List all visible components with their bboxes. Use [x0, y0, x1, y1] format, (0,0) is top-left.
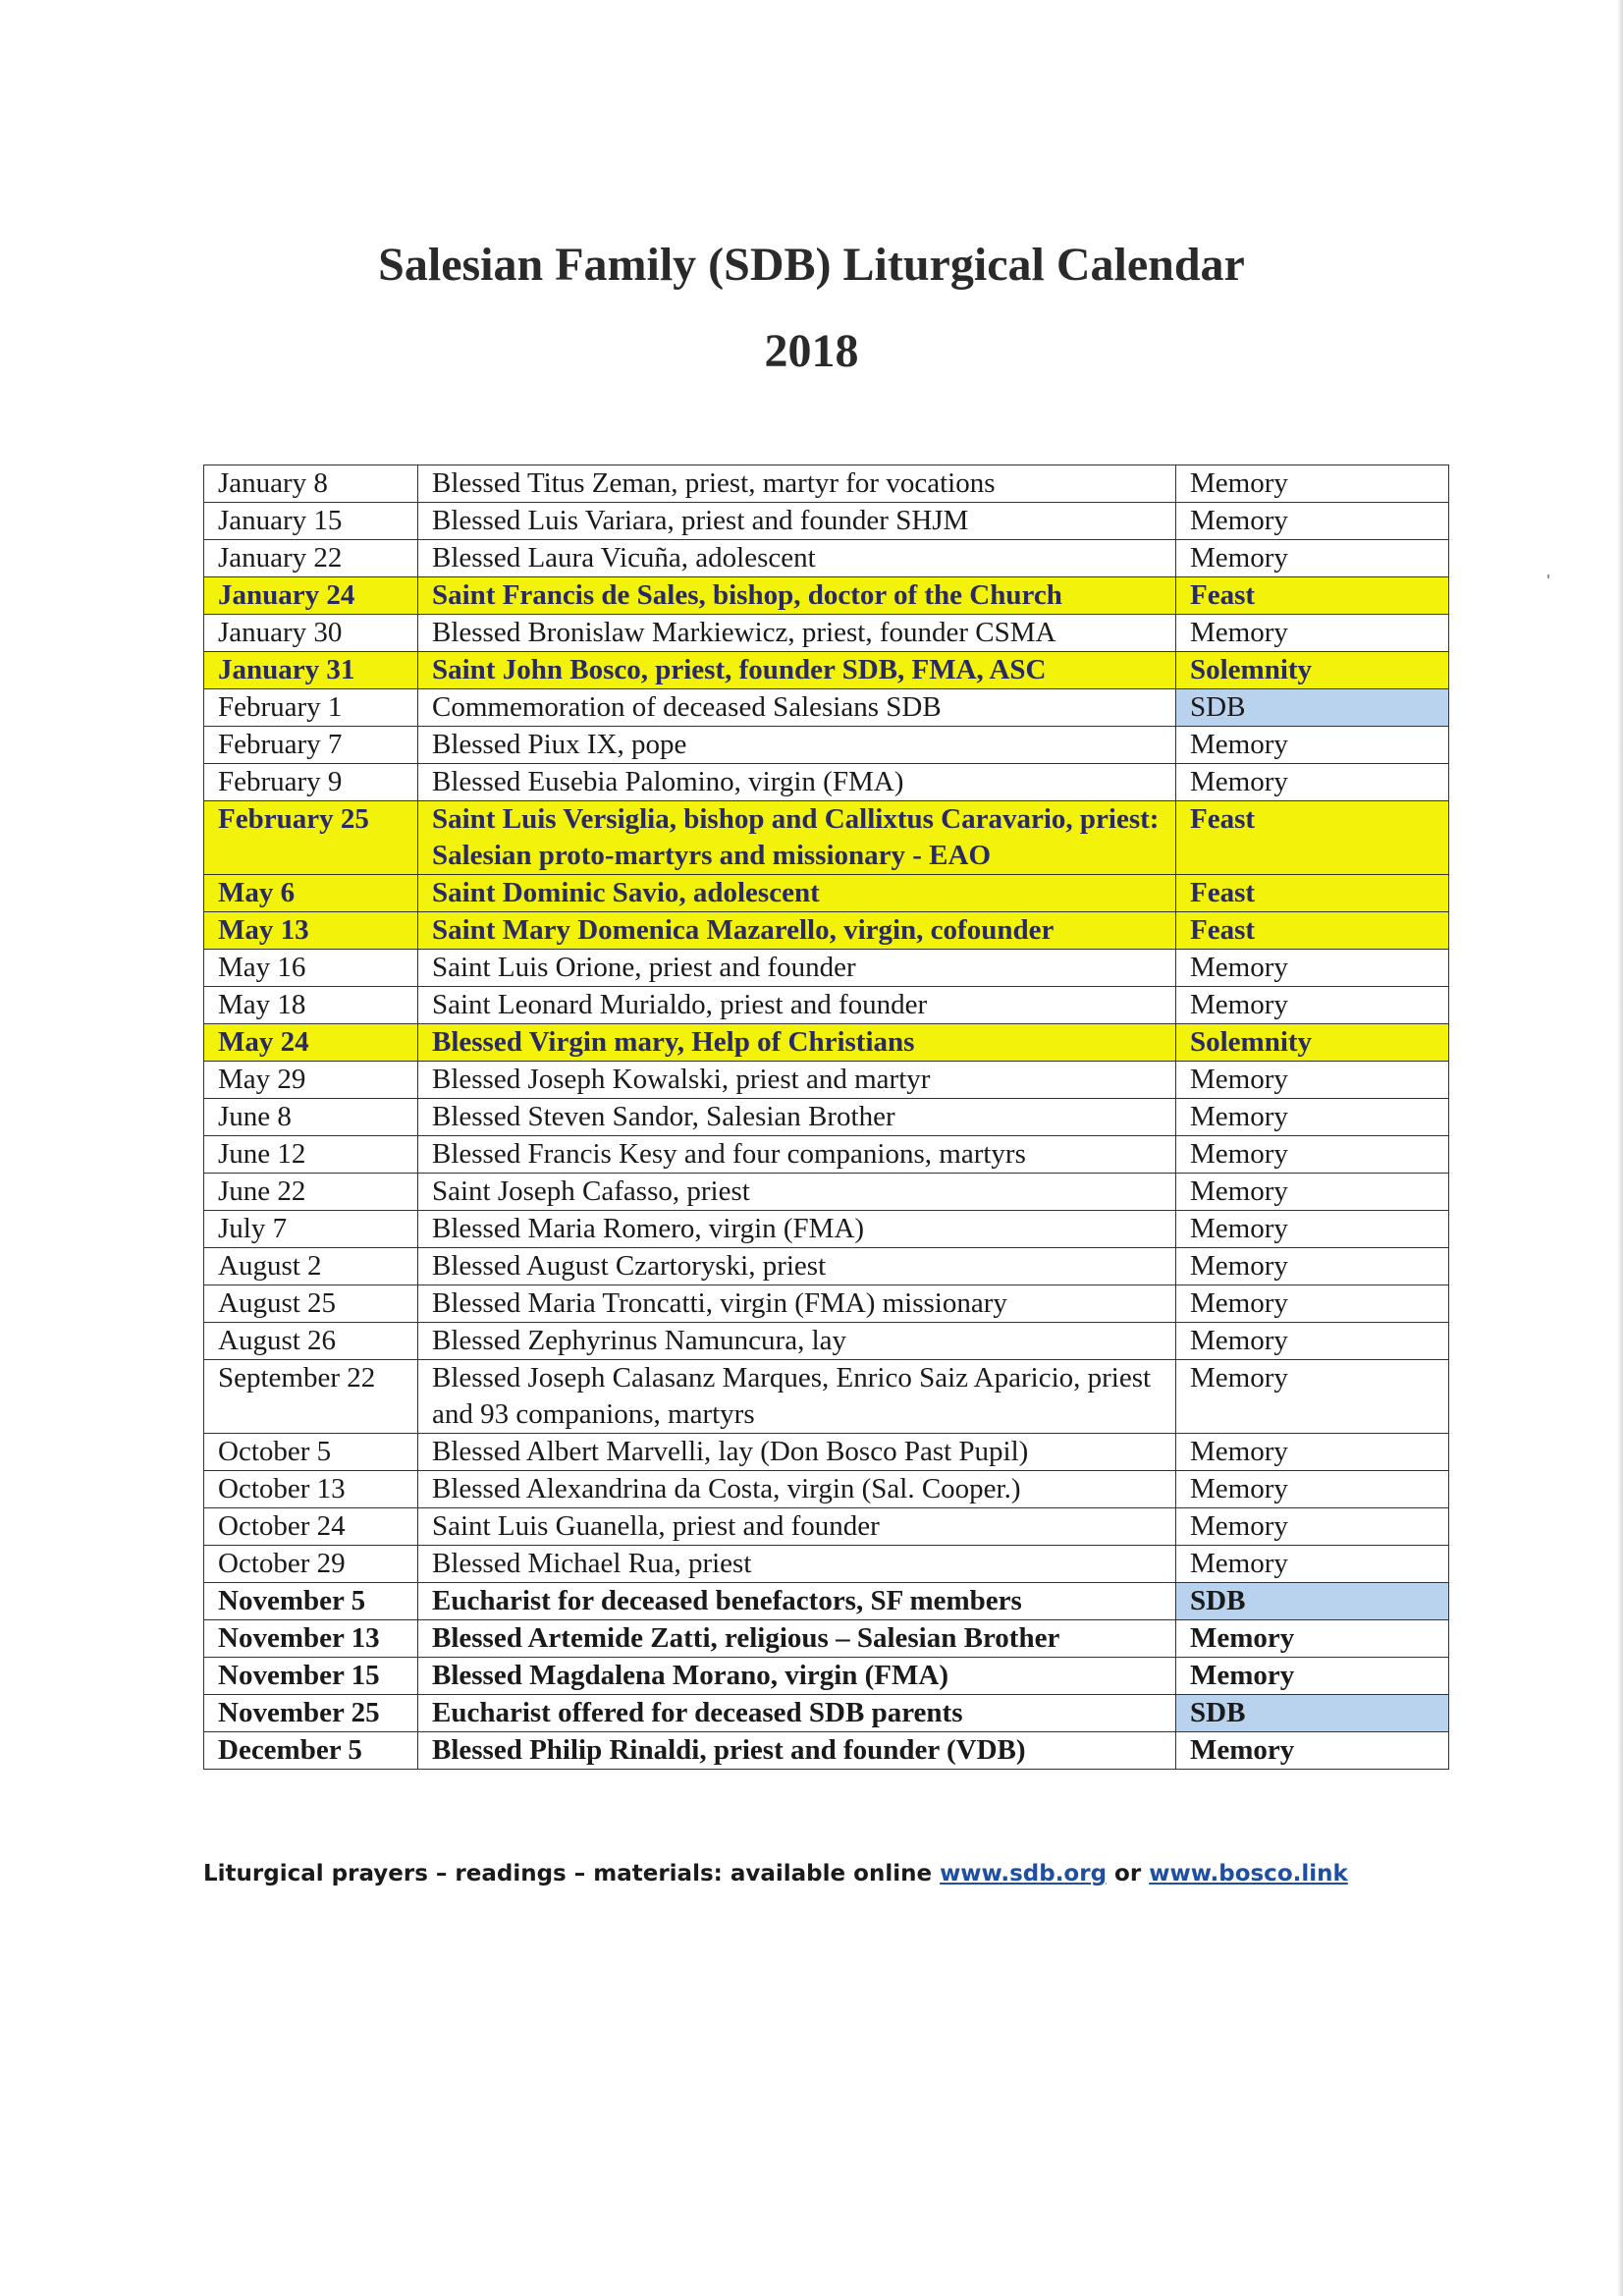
rank-cell: Memory — [1176, 615, 1449, 652]
calendar-row — [204, 503, 1449, 540]
calendar-row — [204, 615, 1449, 652]
celebration-cell: Blessed Maria Romero, virgin (FMA) — [418, 1211, 1176, 1248]
calendar-row — [204, 1360, 1449, 1434]
rank-cell: Memory — [1176, 503, 1449, 540]
date-cell: November 13 — [204, 1620, 418, 1658]
calendar-row — [204, 987, 1449, 1024]
rank-cell: Memory — [1176, 1620, 1449, 1658]
rank-cell: SDB — [1176, 1695, 1449, 1732]
calendar-row — [204, 1546, 1449, 1583]
rank-cell: Solemnity — [1176, 652, 1449, 689]
calendar-row — [204, 912, 1449, 950]
rank-cell: Memory — [1176, 1062, 1449, 1099]
celebration-cell: Eucharist offered for deceased SDB parents — [418, 1695, 1176, 1732]
celebration-cell: Blessed Joseph Calasanz Marques, Enrico Saiz Aparicio, priest and 93 companions, martyrs — [418, 1360, 1176, 1434]
calendar-row — [204, 1174, 1449, 1211]
celebration-cell: Blessed Virgin mary, Help of Christians — [418, 1024, 1176, 1062]
date-cell: November 5 — [204, 1583, 418, 1620]
celebration-cell: Blessed Titus Zeman, priest, martyr for vocations — [418, 465, 1176, 503]
date-cell: June 8 — [204, 1099, 418, 1136]
celebration-cell: Saint Leonard Murialdo, priest and founder — [418, 987, 1176, 1024]
date-cell: May 6 — [204, 875, 418, 912]
celebration-cell: Blessed Piux IX, pope — [418, 727, 1176, 764]
date-cell: October 29 — [204, 1546, 418, 1583]
rank-cell: Memory — [1176, 1174, 1449, 1211]
celebration-cell: Saint Francis de Sales, bishop, doctor of the Church — [418, 577, 1176, 615]
celebration-cell: Blessed Maria Troncatti, virgin (FMA) missionary — [418, 1285, 1176, 1323]
rank-cell: Feast — [1176, 801, 1449, 875]
rank-cell: Memory — [1176, 764, 1449, 801]
date-cell: February 7 — [204, 727, 418, 764]
rank-cell: Solemnity — [1176, 1024, 1449, 1062]
rank-cell: Memory — [1176, 1508, 1449, 1546]
date-cell: February 25 — [204, 801, 418, 875]
date-cell: October 5 — [204, 1434, 418, 1471]
document-title: Salesian Family (SDB) Liturgical Calendar — [378, 239, 1245, 291]
rank-cell: Memory — [1176, 1099, 1449, 1136]
date-cell: January 24 — [204, 577, 418, 615]
footer-text: Liturgical prayers – readings – materials: available online — [203, 1861, 941, 1886]
rank-cell: Memory — [1176, 1285, 1449, 1323]
rank-cell: Memory — [1176, 1434, 1449, 1471]
rank-cell: Feast — [1176, 577, 1449, 615]
celebration-cell: Saint Mary Domenica Mazarello, virgin, cofounder — [418, 912, 1176, 950]
date-cell: November 25 — [204, 1695, 418, 1732]
date-cell: September 22 — [204, 1360, 418, 1434]
bosco-link[interactable]: www.bosco.link — [1149, 1861, 1348, 1886]
celebration-cell: Saint Luis Guanella, priest and founder — [418, 1508, 1176, 1546]
calendar-row — [204, 1732, 1449, 1770]
rank-cell: SDB — [1176, 1583, 1449, 1620]
calendar-row — [204, 1248, 1449, 1285]
rank-cell: Memory — [1176, 987, 1449, 1024]
calendar-row — [204, 950, 1449, 987]
calendar-row — [204, 1136, 1449, 1174]
date-cell: January 15 — [204, 503, 418, 540]
celebration-cell: Blessed Luis Variara, priest and founder SHJM — [418, 503, 1176, 540]
celebration-cell: Blessed Philip Rinaldi, priest and founder (VDB) — [418, 1732, 1176, 1770]
celebration-cell: Blessed August Czartoryski, priest — [418, 1248, 1176, 1285]
celebration-cell: Commemoration of deceased Salesians SDB — [418, 689, 1176, 727]
celebration-cell: Saint Joseph Cafasso, priest — [418, 1174, 1176, 1211]
calendar-row — [204, 727, 1449, 764]
date-cell: July 7 — [204, 1211, 418, 1248]
footer-note — [203, 1861, 1348, 1886]
rank-cell: Memory — [1176, 950, 1449, 987]
footer-connector: or — [1107, 1861, 1150, 1886]
calendar-row — [204, 577, 1449, 615]
sdb-link[interactable]: www.sdb.org — [940, 1861, 1108, 1886]
calendar-row — [204, 1099, 1449, 1136]
calendar-row — [204, 1658, 1449, 1695]
date-cell: June 12 — [204, 1136, 418, 1174]
rank-cell: Memory — [1176, 1248, 1449, 1285]
date-cell: June 22 — [204, 1174, 418, 1211]
celebration-cell: Saint Dominic Savio, adolescent — [418, 875, 1176, 912]
rank-cell: Memory — [1176, 1323, 1449, 1360]
date-cell: January 8 — [204, 465, 418, 503]
rank-cell: Memory — [1176, 1211, 1449, 1248]
celebration-cell: Blessed Eusebia Palomino, virgin (FMA) — [418, 764, 1176, 801]
celebration-cell: Saint John Bosco, priest, founder SDB, FMA, ASC — [418, 652, 1176, 689]
celebration-cell: Saint Luis Versiglia, bishop and Callixtus Caravario, priest: Salesian proto-martyrs and missionary - EAO — [418, 801, 1176, 875]
calendar-row — [204, 1211, 1449, 1248]
rank-cell: Memory — [1176, 1658, 1449, 1695]
celebration-cell: Blessed Zephyrinus Namuncura, lay — [418, 1323, 1176, 1360]
liturgical-calendar-table — [203, 465, 1449, 1770]
scan-speck — [1547, 574, 1549, 578]
celebration-cell: Blessed Artemide Zatti, religious – Salesian Brother — [418, 1620, 1176, 1658]
calendar-row — [204, 689, 1449, 727]
celebration-cell: Blessed Steven Sandor, Salesian Brother — [418, 1099, 1176, 1136]
rank-cell: Memory — [1176, 1360, 1449, 1434]
celebration-cell: Blessed Bronislaw Markiewicz, priest, founder CSMA — [418, 615, 1176, 652]
calendar-row — [204, 764, 1449, 801]
rank-cell: Memory — [1176, 1471, 1449, 1508]
rank-cell: SDB — [1176, 689, 1449, 727]
date-cell: May 29 — [204, 1062, 418, 1099]
celebration-cell: Eucharist for deceased benefactors, SF members — [418, 1583, 1176, 1620]
calendar-row — [204, 1062, 1449, 1099]
rank-cell: Memory — [1176, 1136, 1449, 1174]
date-cell: August 25 — [204, 1285, 418, 1323]
calendar-row — [204, 1471, 1449, 1508]
date-cell: October 13 — [204, 1471, 418, 1508]
date-cell: May 24 — [204, 1024, 418, 1062]
celebration-cell: Blessed Alexandrina da Costa, virgin (Sal. Cooper.) — [418, 1471, 1176, 1508]
celebration-cell: Saint Luis Orione, priest and founder — [418, 950, 1176, 987]
calendar-body — [204, 465, 1449, 1770]
date-cell: January 30 — [204, 615, 418, 652]
celebration-cell: Blessed Michael Rua, priest — [418, 1546, 1176, 1583]
calendar-row — [204, 1508, 1449, 1546]
date-cell: February 1 — [204, 689, 418, 727]
date-cell: May 16 — [204, 950, 418, 987]
date-cell: February 9 — [204, 764, 418, 801]
celebration-cell: Blessed Magdalena Morano, virgin (FMA) — [418, 1658, 1176, 1695]
calendar-row — [204, 801, 1449, 875]
rank-cell: Feast — [1176, 875, 1449, 912]
calendar-row — [204, 1285, 1449, 1323]
rank-cell: Memory — [1176, 1546, 1449, 1583]
date-cell: May 13 — [204, 912, 418, 950]
celebration-cell: Blessed Joseph Kowalski, priest and martyr — [418, 1062, 1176, 1099]
rank-cell: Memory — [1176, 727, 1449, 764]
calendar-row — [204, 652, 1449, 689]
rank-cell: Feast — [1176, 912, 1449, 950]
calendar-row — [204, 1024, 1449, 1062]
rank-cell: Memory — [1176, 465, 1449, 503]
calendar-row — [204, 1583, 1449, 1620]
date-cell: May 18 — [204, 987, 418, 1024]
celebration-cell: Blessed Albert Marvelli, lay (Don Bosco Past Pupil) — [418, 1434, 1176, 1471]
document-year: 2018 — [764, 325, 859, 377]
date-cell: December 5 — [204, 1732, 418, 1770]
date-cell: January 31 — [204, 652, 418, 689]
calendar-row — [204, 540, 1449, 577]
calendar-row — [204, 1695, 1449, 1732]
calendar-row — [204, 1620, 1449, 1658]
celebration-cell: Blessed Laura Vicuña, adolescent — [418, 540, 1176, 577]
rank-cell: Memory — [1176, 540, 1449, 577]
rank-cell: Memory — [1176, 1732, 1449, 1770]
date-cell: November 15 — [204, 1658, 418, 1695]
date-cell: October 24 — [204, 1508, 418, 1546]
calendar-row — [204, 465, 1449, 503]
date-cell: January 22 — [204, 540, 418, 577]
calendar-row — [204, 875, 1449, 912]
celebration-cell: Blessed Francis Kesy and four companions, martyrs — [418, 1136, 1176, 1174]
date-cell: August 26 — [204, 1323, 418, 1360]
calendar-row — [204, 1434, 1449, 1471]
date-cell: August 2 — [204, 1248, 418, 1285]
calendar-row — [204, 1323, 1449, 1360]
